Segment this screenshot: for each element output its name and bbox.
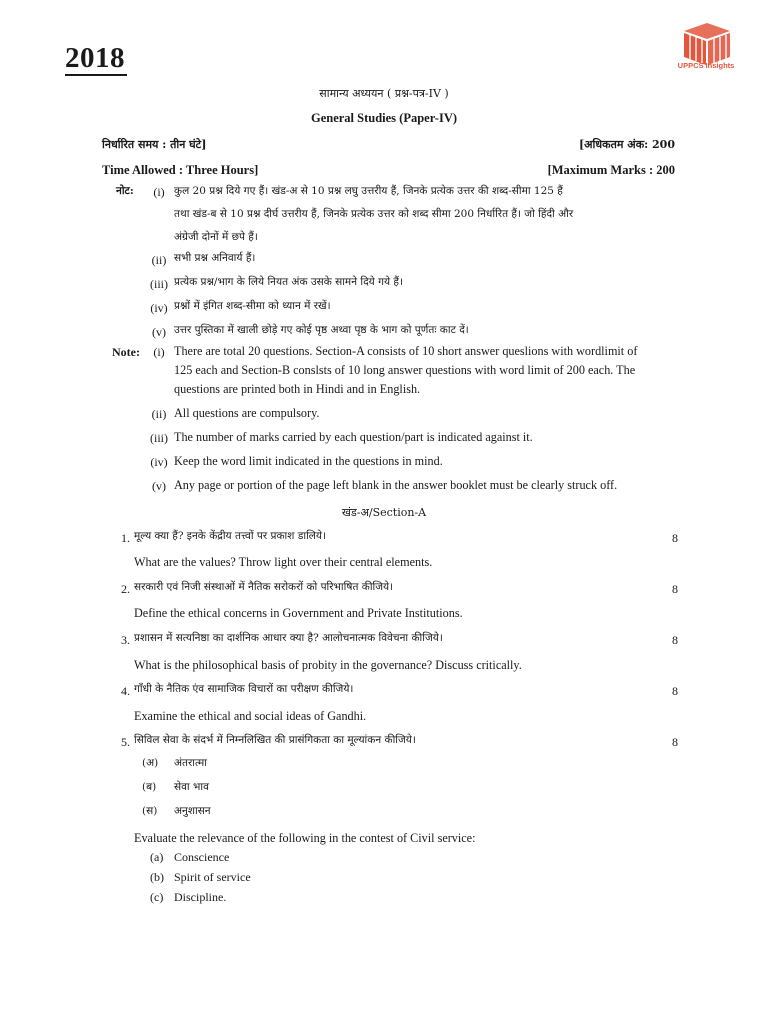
question-hindi: सरकारी एवं निजी संस्थाओं में नैतिक सरोकरों को परिभाषित कीजिये। — [134, 581, 394, 593]
option-label-english: (b) — [150, 870, 164, 884]
question-hindi: मूल्य क्या हैं? इनके केंद्रीय तत्त्वों पर प्रकाश डालिये। — [134, 530, 326, 542]
note-hindi-text: सभी प्रश्न अनिवार्य हैं। — [174, 252, 256, 264]
question-english: Evaluate the relevance of the following in the contest of Civil service: — [134, 831, 476, 845]
year-underline — [65, 74, 127, 76]
question-number: 5. — [121, 735, 130, 749]
notes-english-label: Note: — [112, 345, 140, 359]
option-text-hindi: सेवा भाव — [174, 781, 209, 793]
time-marks-hindi-row — [102, 137, 675, 152]
question-english: What are the values? Throw light over their central elements. — [134, 555, 433, 569]
paper-title-english: General Studies (Paper-IV) — [310, 111, 458, 125]
note-hindi-num: (ii) — [151, 253, 167, 267]
notes-hindi-label: नोट: — [116, 185, 134, 197]
question-hindi: गाँधी के नैतिक एंव सामाजिक विचारों का परीक्षण कीजिये। — [134, 683, 354, 695]
note-hindi-text: प्रत्येक प्रश्न/भाग के लिये नियत अंक उसके सामने दिये गये हैं। — [174, 276, 403, 288]
note-hindi-num: (v) — [152, 325, 166, 339]
note-english-num: (i) — [153, 345, 165, 359]
time-allowed-hindi: निर्धारित समय : तीन घंटे] — [102, 138, 207, 151]
note-english-num: (v) — [152, 479, 166, 493]
paper-title-hindi: सामान्य अध्ययन ( प्रश्न-पत्र-IV ) — [319, 87, 449, 100]
note-line: There are total 20 questions. Section-A consists of 10 short answer queslions with wordlimit of — [174, 344, 638, 358]
note-english-text — [174, 342, 676, 399]
option-text-english: Spirit of service — [174, 870, 251, 884]
question-hindi: सिविल सेवा के संदर्भ में निम्नलिखित की प्रासंगिकता का मूल्यांकन कीजिये। — [134, 734, 416, 746]
option-text-english: Discipline. — [174, 890, 227, 904]
question-number: 1. — [121, 531, 130, 545]
note-hindi-num: (iv) — [150, 301, 168, 315]
question-marks: 8 — [672, 735, 678, 749]
question-hindi: प्रशासन में सत्यनिष्ठा का दार्शनिक आधार क्या है? आलोचनात्मक विवेचना कीजिये। — [134, 632, 443, 644]
option-label-english: (c) — [150, 890, 164, 904]
note-english-text: The number of marks carried by each question/part is indicated against it. — [174, 430, 533, 444]
exam-year: 2018 — [65, 42, 125, 74]
option-label-english: (a) — [150, 850, 164, 864]
max-marks-hindi: [अधिकतम अंक: 200 — [578, 138, 675, 151]
note-english-num: (iii) — [150, 431, 168, 445]
note-line: अंग्रेजी दोनों में छपे हैं। — [174, 231, 258, 243]
section-heading: खंड-अ/Section-A — [341, 506, 427, 519]
question-marks: 8 — [672, 582, 678, 596]
time-allowed-english: Time Allowed : Three Hours] — [102, 163, 259, 177]
option-label-hindi: (स) — [142, 805, 158, 817]
note-english-text: All questions are compulsory. — [174, 406, 320, 420]
note-english-num: (ii) — [151, 407, 167, 421]
option-label-hindi: (ब) — [142, 781, 157, 793]
note-line: questions are printed both in Hindi and in English. — [174, 382, 421, 396]
option-text-hindi: अनुशासन — [174, 805, 211, 817]
logo-text: UPPCS Insights — [677, 61, 735, 70]
question-marks: 8 — [672, 684, 678, 698]
note-english-num: (iv) — [150, 455, 168, 469]
note-hindi-num: (i) — [153, 185, 165, 199]
question-english: Define the ethical concerns in Government and Private Institutions. — [134, 606, 463, 620]
option-label-hindi: (अ) — [142, 757, 159, 769]
note-line: कुल 20 प्रश्न दिये गए हैं। खंड-अ से 10 प्रश्न लघु उत्तरीय हैं, जिनके प्रत्येक उत्तर की शब्द-सीमा 125 हैं — [174, 185, 563, 197]
question-english: Examine the ethical and social ideas of Gandhi. — [134, 709, 367, 723]
question-english: What is the philosophical basis of probity in the governance? Discuss critically. — [134, 658, 522, 672]
note-hindi-num: (iii) — [150, 277, 168, 291]
option-text-english: Conscience — [174, 850, 230, 864]
question-marks: 8 — [672, 531, 678, 545]
note-line: तथा खंड-ब से 10 प्रश्न दीर्घ उत्तरीय हैं, जिनके प्रत्येक उत्तर को शब्द सीमा 200 निर्धारित हैं। जो हिंदी और — [174, 208, 574, 220]
note-hindi-text — [174, 180, 676, 249]
note-english-text: Any page or portion of the page left blank in the answer booklet must be clearly struck off. — [174, 478, 618, 492]
question-number: 4. — [121, 684, 130, 698]
note-english-text: Keep the word limit indicated in the questions in mind. — [174, 454, 443, 468]
max-marks-english: [Maximum Marks : 200 — [547, 163, 675, 177]
question-number: 2. — [121, 582, 130, 596]
note-hindi-text: उत्तर पुस्तिका में खाली छोड़े गए कोई पृष्ठ अथ्वा पृष्ठ के भाग को पूर्णतः काट दें। — [174, 324, 469, 336]
time-marks-english-row — [102, 163, 675, 178]
question-marks: 8 — [672, 633, 678, 647]
option-text-hindi: अंतरात्मा — [174, 757, 207, 769]
question-number: 3. — [121, 633, 130, 647]
note-line: 125 each and Section-B conslsts of 10 long answer questions with word limit of 200 each. The — [174, 363, 636, 377]
note-hindi-text: प्रश्नों में इंगित शब्द-सीमा को ध्यान में रखें। — [174, 300, 331, 312]
